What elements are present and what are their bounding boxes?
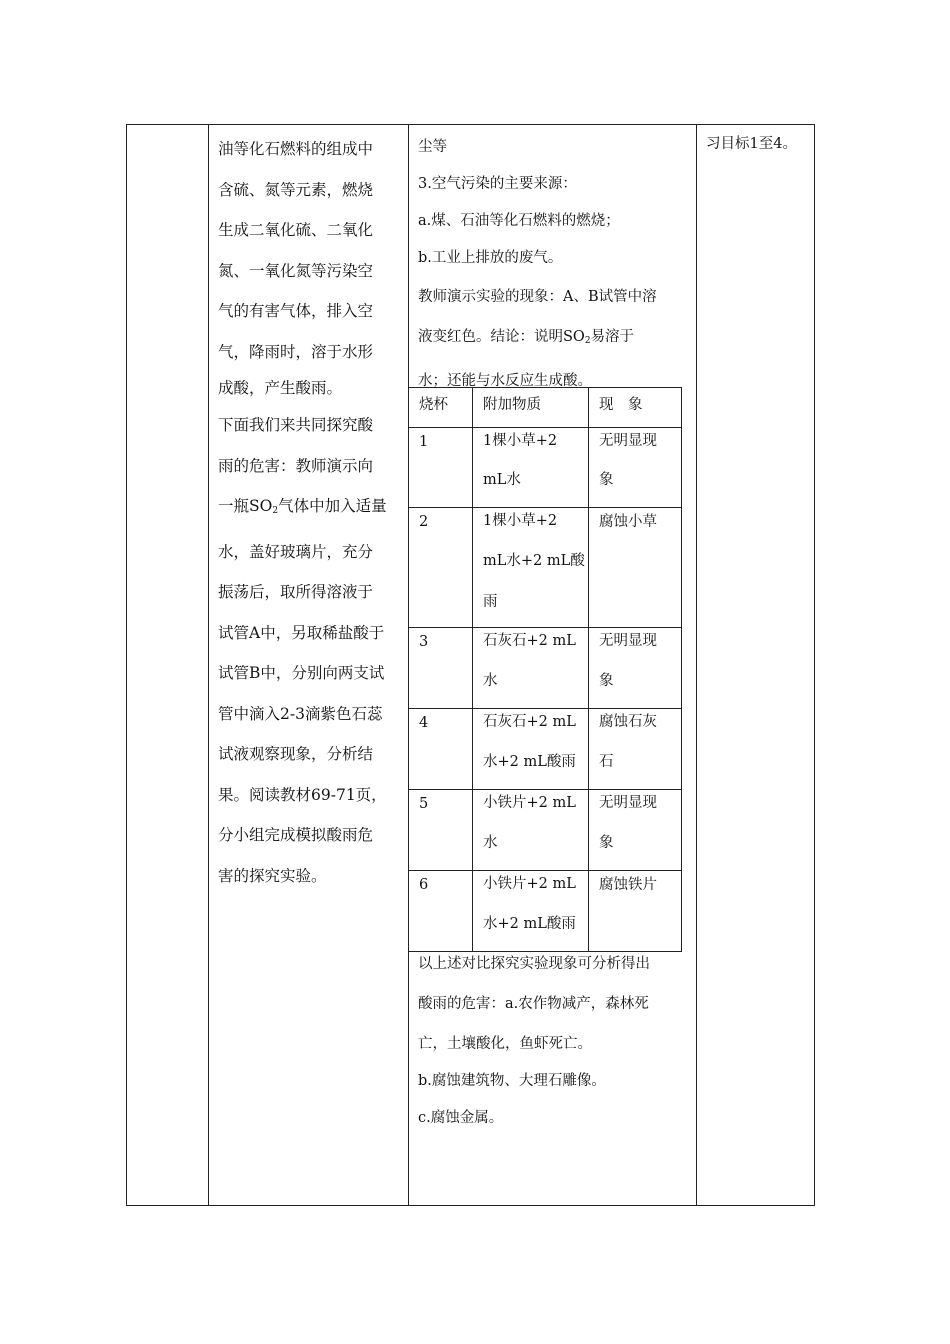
text-line: 亡，土壤酸化，鱼虾死亡。 — [418, 1036, 592, 1052]
table-row — [409, 871, 682, 952]
text-line: b.工业上排放的废气。 — [418, 250, 563, 266]
added-substance — [473, 428, 589, 508]
cell-line: 无明显现 — [599, 433, 657, 449]
cell-line: 小铁片+2 mL — [483, 795, 576, 811]
header-cell: 现 象 — [589, 388, 682, 428]
table-row — [409, 508, 682, 628]
beaker-number: 3 — [409, 628, 473, 709]
table-row — [409, 709, 682, 790]
header-cell: 烧杯 — [409, 388, 473, 428]
cell-line: 水+2 mL酸雨 — [483, 754, 576, 770]
cell-line: 石灰石+2 mL — [483, 714, 576, 730]
beaker-number: 2 — [409, 508, 473, 628]
cell-line: mL水+2 mL酸 — [483, 553, 585, 569]
subscript: 2 — [584, 336, 591, 346]
text-line: 分小组完成模拟酸雨危 — [218, 826, 374, 844]
experiment-table — [408, 387, 682, 952]
beaker-number: 1 — [409, 428, 473, 508]
text-line: 振荡后，取所得溶液于 — [218, 583, 374, 601]
text-span: 易溶于 — [590, 329, 635, 345]
text-line: 教师演示实验的现象：A、B试管中溶 — [418, 289, 657, 305]
text-line: 水；还能与水反应生成酸。 — [418, 373, 592, 389]
added-substance — [473, 709, 589, 790]
text-line: 气，降雨时，溶于水形 — [218, 342, 374, 361]
text-span: 一瓶SO — [218, 497, 273, 515]
teacher-activity-column — [208, 125, 408, 896]
cell-line: mL水 — [483, 472, 521, 488]
phenomenon — [589, 790, 682, 871]
goal-text: 习目标1至4。 — [706, 136, 797, 152]
text-span: 气体中加入适量 — [278, 497, 387, 515]
cell-line: 石灰石+2 mL — [483, 633, 576, 649]
text-line: 3.空气污染的主要来源： — [418, 176, 577, 192]
text-line — [218, 486, 408, 532]
added-substance — [473, 871, 589, 952]
text-line — [418, 317, 696, 361]
text-line: 油等化石燃料的组成中 — [218, 140, 374, 158]
phenomenon — [589, 428, 682, 508]
beaker-number: 4 — [409, 709, 473, 790]
beaker-number: 5 — [409, 790, 473, 871]
text-line: 试管A中，另取稀盐酸于 — [218, 623, 385, 642]
subscript: 2 — [272, 506, 279, 516]
text-line: 试液观察现象，分析结 — [218, 745, 374, 763]
text-line: 雨的危害：教师演示向 — [218, 456, 374, 475]
table-row — [409, 628, 682, 709]
text-line: 气的有害气体，排入空 — [218, 302, 374, 320]
text-line: 成酸，产生酸雨。 — [218, 379, 343, 397]
goals-column — [696, 125, 816, 159]
cell-line: 无明显现 — [599, 633, 657, 649]
text-line: 害的探究实验。 — [218, 866, 327, 885]
cell-line: 雨 — [483, 594, 498, 610]
cell-line: 象 — [599, 835, 614, 851]
text-line: c.腐蚀金属。 — [418, 1110, 504, 1126]
lesson-table — [126, 124, 815, 1206]
text-line: 酸雨的危害：a.农作物减产，森林死 — [418, 996, 649, 1012]
cell-line: 无明显现 — [599, 795, 657, 811]
cell-line: 1棵小草+2 — [483, 433, 558, 449]
cell-line: 石 — [599, 754, 614, 770]
phenomenon: 腐蚀小草 — [589, 508, 682, 628]
phenomenon — [589, 628, 682, 709]
cell-line: 象 — [599, 472, 614, 488]
text-span: 液变红色。结论：说明SO — [418, 329, 585, 345]
column-divider — [696, 125, 697, 1205]
text-line: 水，盖好玻璃片，充分 — [218, 542, 374, 561]
text-line: a.煤、石油等化石燃料的燃烧； — [418, 213, 620, 229]
beaker-number: 6 — [409, 871, 473, 952]
cell-line: 水 — [483, 673, 498, 689]
text-line: 含硫、氮等元素，燃烧 — [218, 180, 374, 199]
table-row — [409, 790, 682, 871]
phenomenon — [589, 709, 682, 790]
added-substance — [473, 628, 589, 709]
header-cell: 附加物质 — [473, 388, 589, 428]
cell-line: 腐蚀石灰 — [599, 714, 657, 730]
text-line: 氮、一氧化氮等污染空 — [218, 261, 374, 280]
text-line: 管中滴入2-3滴紫色石蕊 — [218, 704, 383, 723]
text-line: 试管B中，分别向两支试 — [218, 664, 385, 682]
cell-line: 小铁片+2 mL — [483, 876, 576, 892]
added-substance — [473, 790, 589, 871]
table-row — [409, 428, 682, 508]
text-line: 下面我们来共同探究酸 — [218, 416, 374, 434]
text-line: 以上述对比探究实验现象可分析得出 — [418, 956, 650, 972]
cell-line: 水+2 mL酸雨 — [483, 916, 576, 932]
text-line: b.腐蚀建筑物、大理石雕像。 — [418, 1073, 606, 1089]
text-line: 生成二氧化硫、二氧化 — [218, 221, 374, 239]
cell-line: 象 — [599, 673, 614, 689]
student-activity-column — [408, 125, 696, 401]
text-line: 尘等 — [418, 139, 447, 155]
cell-line: 1棵小草+2 — [483, 513, 558, 529]
added-substance — [473, 508, 589, 628]
text-line: 果。阅读教材69-71页， — [218, 785, 387, 804]
cell-line: 水 — [483, 835, 498, 851]
acid-rain-harm-summary — [408, 944, 696, 1138]
table-header-row — [409, 388, 682, 428]
phenomenon: 腐蚀铁片 — [589, 871, 682, 952]
